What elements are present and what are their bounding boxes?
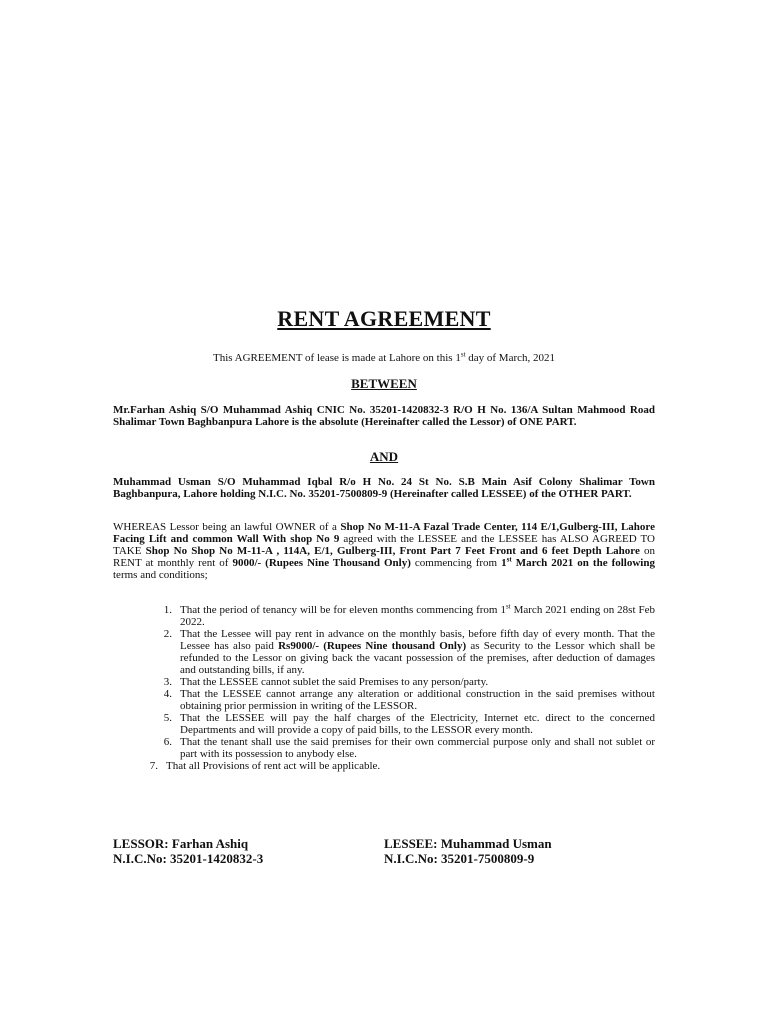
- clause-number: 1.: [163, 604, 172, 616]
- document-title: RENT AGREEMENT: [277, 306, 491, 331]
- clause-text: That the LESSEE cannot arrange any alteration or additional construction in the said premises without obtaining prior permission in writing of the LESSOR.: [180, 688, 655, 712]
- clause-text: That the period of tenancy will be for eleven months commencing from 1: [180, 604, 506, 616]
- whereas-paragraph: [113, 521, 655, 581]
- clause-item: [143, 760, 655, 772]
- clause-item: [150, 676, 655, 688]
- clause-item: [150, 712, 655, 736]
- whereas-start-rest: March 2021 on the following: [511, 557, 655, 569]
- whereas-start-ordinal: st: [506, 555, 512, 564]
- security-amount: Rs9000/- (Rupees Nine thousand Only): [278, 640, 467, 652]
- clause-text-cont: as Security to the Lessor which shall be refunded to the Lessor on giving back the vacant possession of the premises, after deduction of damages and outstanding bills, if any.: [180, 640, 656, 676]
- whereas-start-day: 1: [501, 557, 507, 569]
- whereas-text-1: WHEREAS Lessor being an lawful OWNER of a: [113, 521, 341, 533]
- whereas-monthly-rent: 9000/- (Rupees Nine Thousand Only): [232, 557, 411, 569]
- whereas-text-3: on RENT at monthly rent of: [113, 545, 656, 569]
- clause-number: 5.: [163, 712, 172, 724]
- clause-text: That the LESSEE will pay the half charges of the Electricity, Internet etc. direct to the concerned Departments and will provide a copy of paid bills, to the LESSOR every month.: [180, 712, 655, 736]
- intro-ordinal: st: [460, 350, 466, 359]
- whereas-shop-description: Shop No M-11-A Fazal Trade Center, 114 E/1,Gulberg-III, Lahore Facing Lift and common Wall With shop No 9: [113, 521, 655, 545]
- clause-number: 7.: [149, 760, 158, 772]
- between-heading: BETWEEN: [351, 376, 417, 391]
- whereas-shop-part: Shop No Shop No M-11-A , 114A, E/1, Gulberg-III, Front Part 7 Feet Front and 6 feet Depth Lahore: [145, 545, 640, 557]
- clause-text-cont: March 2021 ending on 28st Feb 2022.: [180, 604, 655, 628]
- clause-item: [150, 736, 655, 760]
- whereas-text-2: agreed with the LESSEE and the LESSEE has ALSO AGREED TO TAKE: [113, 533, 655, 557]
- clauses-list: [150, 604, 655, 772]
- lessor-name: LESSOR: Farhan Ashiq: [113, 836, 249, 851]
- clause-text: That all Provisions of rent act will be applicable.: [166, 760, 381, 772]
- clause-text: That the LESSEE cannot sublet the said Premises to any person/party.: [180, 676, 489, 688]
- clause-number: 4.: [163, 688, 172, 700]
- clause-item: [150, 628, 655, 676]
- clause-text: That the Lessee will pay rent in advance on the monthly basis, before fifth day of every month. That the Lessee has also paid: [180, 628, 655, 652]
- clause-text: That the tenant shall use the said premises for their own commercial purpose only and shall not sublet or part with its possession to anybody else.: [180, 736, 655, 760]
- intro-line: [0, 352, 768, 364]
- clause-ordinal: st: [505, 602, 511, 611]
- clause-item: [150, 604, 655, 628]
- and-heading: AND: [369, 449, 399, 464]
- lessee-nic: N.I.C.No: 35201-7500809-9: [384, 851, 535, 866]
- intro-text-after: day of March, 2021: [465, 352, 556, 364]
- lessee-name: LESSEE: Muhammad Usman: [384, 836, 552, 851]
- whereas-text-4: commencing from: [410, 557, 502, 569]
- clause-number: 3.: [163, 676, 172, 688]
- lessee-signature-block: [384, 836, 552, 866]
- clause-number: 2.: [163, 628, 172, 640]
- lessor-paragraph: Mr.Farhan Ashiq S/O Muhammad Ashiq CNIC No. 35201-1420832-3 R/O H No. 136/A Sultan Mahmood Road Shalimar Town Baghbanpura Lahore is the absolute (Hereinafter called the Lessor) of ONE PART.: [113, 404, 655, 428]
- clause-number: 6.: [163, 736, 172, 748]
- lessor-signature-block: [113, 836, 263, 866]
- lessee-paragraph: Muhammad Usman S/O Muhammad Iqbal R/o H No. 24 St No. S.B Main Asif Colony Shalimar Town Baghbanpura, Lahore holding N.I.C. No. 35201-7500809-9 (Hereinafter called LESSEE) of the OTHER PART.: [113, 476, 655, 500]
- whereas-start-date: [501, 557, 655, 569]
- intro-text-before: This AGREEMENT of lease is made at Lahore on this 1: [212, 352, 461, 364]
- clause-item: [150, 688, 655, 712]
- lessor-nic: N.I.C.No: 35201-1420832-3: [113, 851, 264, 866]
- whereas-text-5: terms and conditions;: [113, 569, 208, 581]
